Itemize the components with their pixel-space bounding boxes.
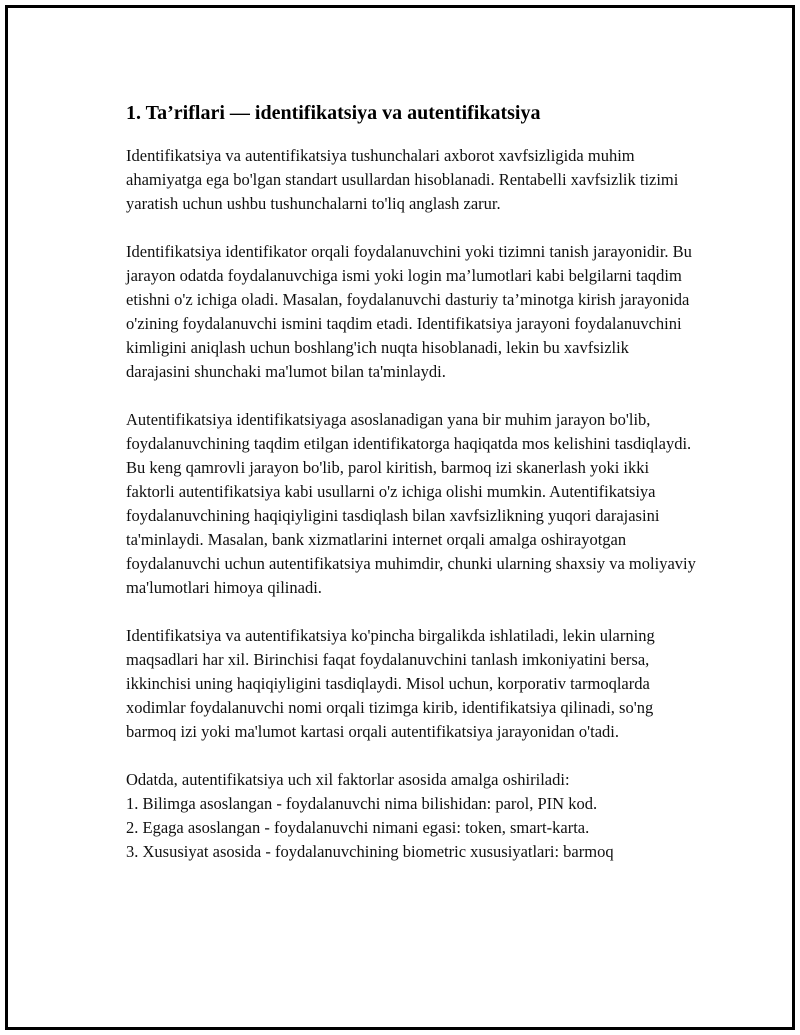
list-item: 3. Xususiyat asosida - foydalanuvchining biometric xususiyatlari: barmoq [126, 842, 614, 861]
paragraph-authentication: Autentifikatsiya identifikatsiyaga asoslanadigan yana bir muhim jarayon bo'lib, foydalanuvchining taqdim etilgan identifikatorga haqiqatda mos kelishini tasdiqlaydi. Bu keng qamrovli jarayon bo'lib, parol kiritish, barmoq izi skanerlash yoki ikki faktorli autentifikatsiya kabi usullarni o'z ichiga olishi mumkin. Autentifikatsiya foydalanuvchining haqiqiyligini tasdiqlash bilan xavfsizlikning yuqori darajasini ta'minlaydi. Masalan, bank xizmatlarini internet orqali amalga oshirayotgan foydalanuvchi uchun autentifikatsiya muhimdir, chunki ularning shaxsiy va moliyaviy ma'lumotlari himoya qilinadi. [126, 410, 696, 597]
factors-intro: Odatda, autentifikatsiya uch xil faktorlar asosida amalga oshiriladi: [126, 770, 570, 789]
factors-list [126, 792, 696, 864]
paragraph-identification: Identifikatsiya identifikator orqali foydalanuvchini yoki tizimni tanish jarayonidir. Bu jarayon odatda foydalanuvchiga ismi yoki login ma’lumotlari kabi belgilarni taqdim etishni o'z ichiga oladi. Masalan, foydalanuvchi dasturiy ta’minotga kirish jarayonida o'zining foydalanuvchi ismini taqdim etadi. Identifikatsiya jarayoni foydalanuvchini kimligini aniqlash uchun boshlang'ich nuqta hisoblanadi, lekin bu xavfsizlik darajasini shunchaki ma'lumot bilan ta'minlaydi. [126, 242, 692, 381]
section-heading: 1. Ta’riflari — identifikatsiya va autentifikatsiya [126, 102, 541, 124]
paragraph-intro: Identifikatsiya va autentifikatsiya tushunchalari axborot xavfsizligida muhim ahamiyatga ega bo'lgan standart usullardan hisoblanadi. Rentabelli xavfsizlik tizimi yaratish uchun ushbu tushunchalarni to'liq anglash zarur. [126, 146, 679, 213]
paragraph-comparison: Identifikatsiya va autentifikatsiya ko'pincha birgalikda ishlatiladi, lekin ularning maqsadlari har xil. Birinchisi faqat foydalanuvchini tanlash imkoniyatini bersa, ikkinchisi uning haqiqiyligini tasdiqlaydi. Misol uchun, korporativ tarmoqlarda xodimlar foydalanuvchi nomi orqali tizimga kirib, identifikatsiya qilinadi, so'ng barmoq izi yoki ma'lumot kartasi orqali autentifikatsiya jarayonidan o'tadi. [126, 626, 655, 741]
document-body [126, 100, 696, 864]
list-item: 1. Bilimga asoslangan - foydalanuvchi nima bilishidan: parol, PIN kod. [126, 794, 598, 813]
list-item: 2. Egaga asoslangan - foydalanuvchi nimani egasi: token, smart-karta. [126, 818, 590, 837]
page-frame [5, 5, 795, 1030]
